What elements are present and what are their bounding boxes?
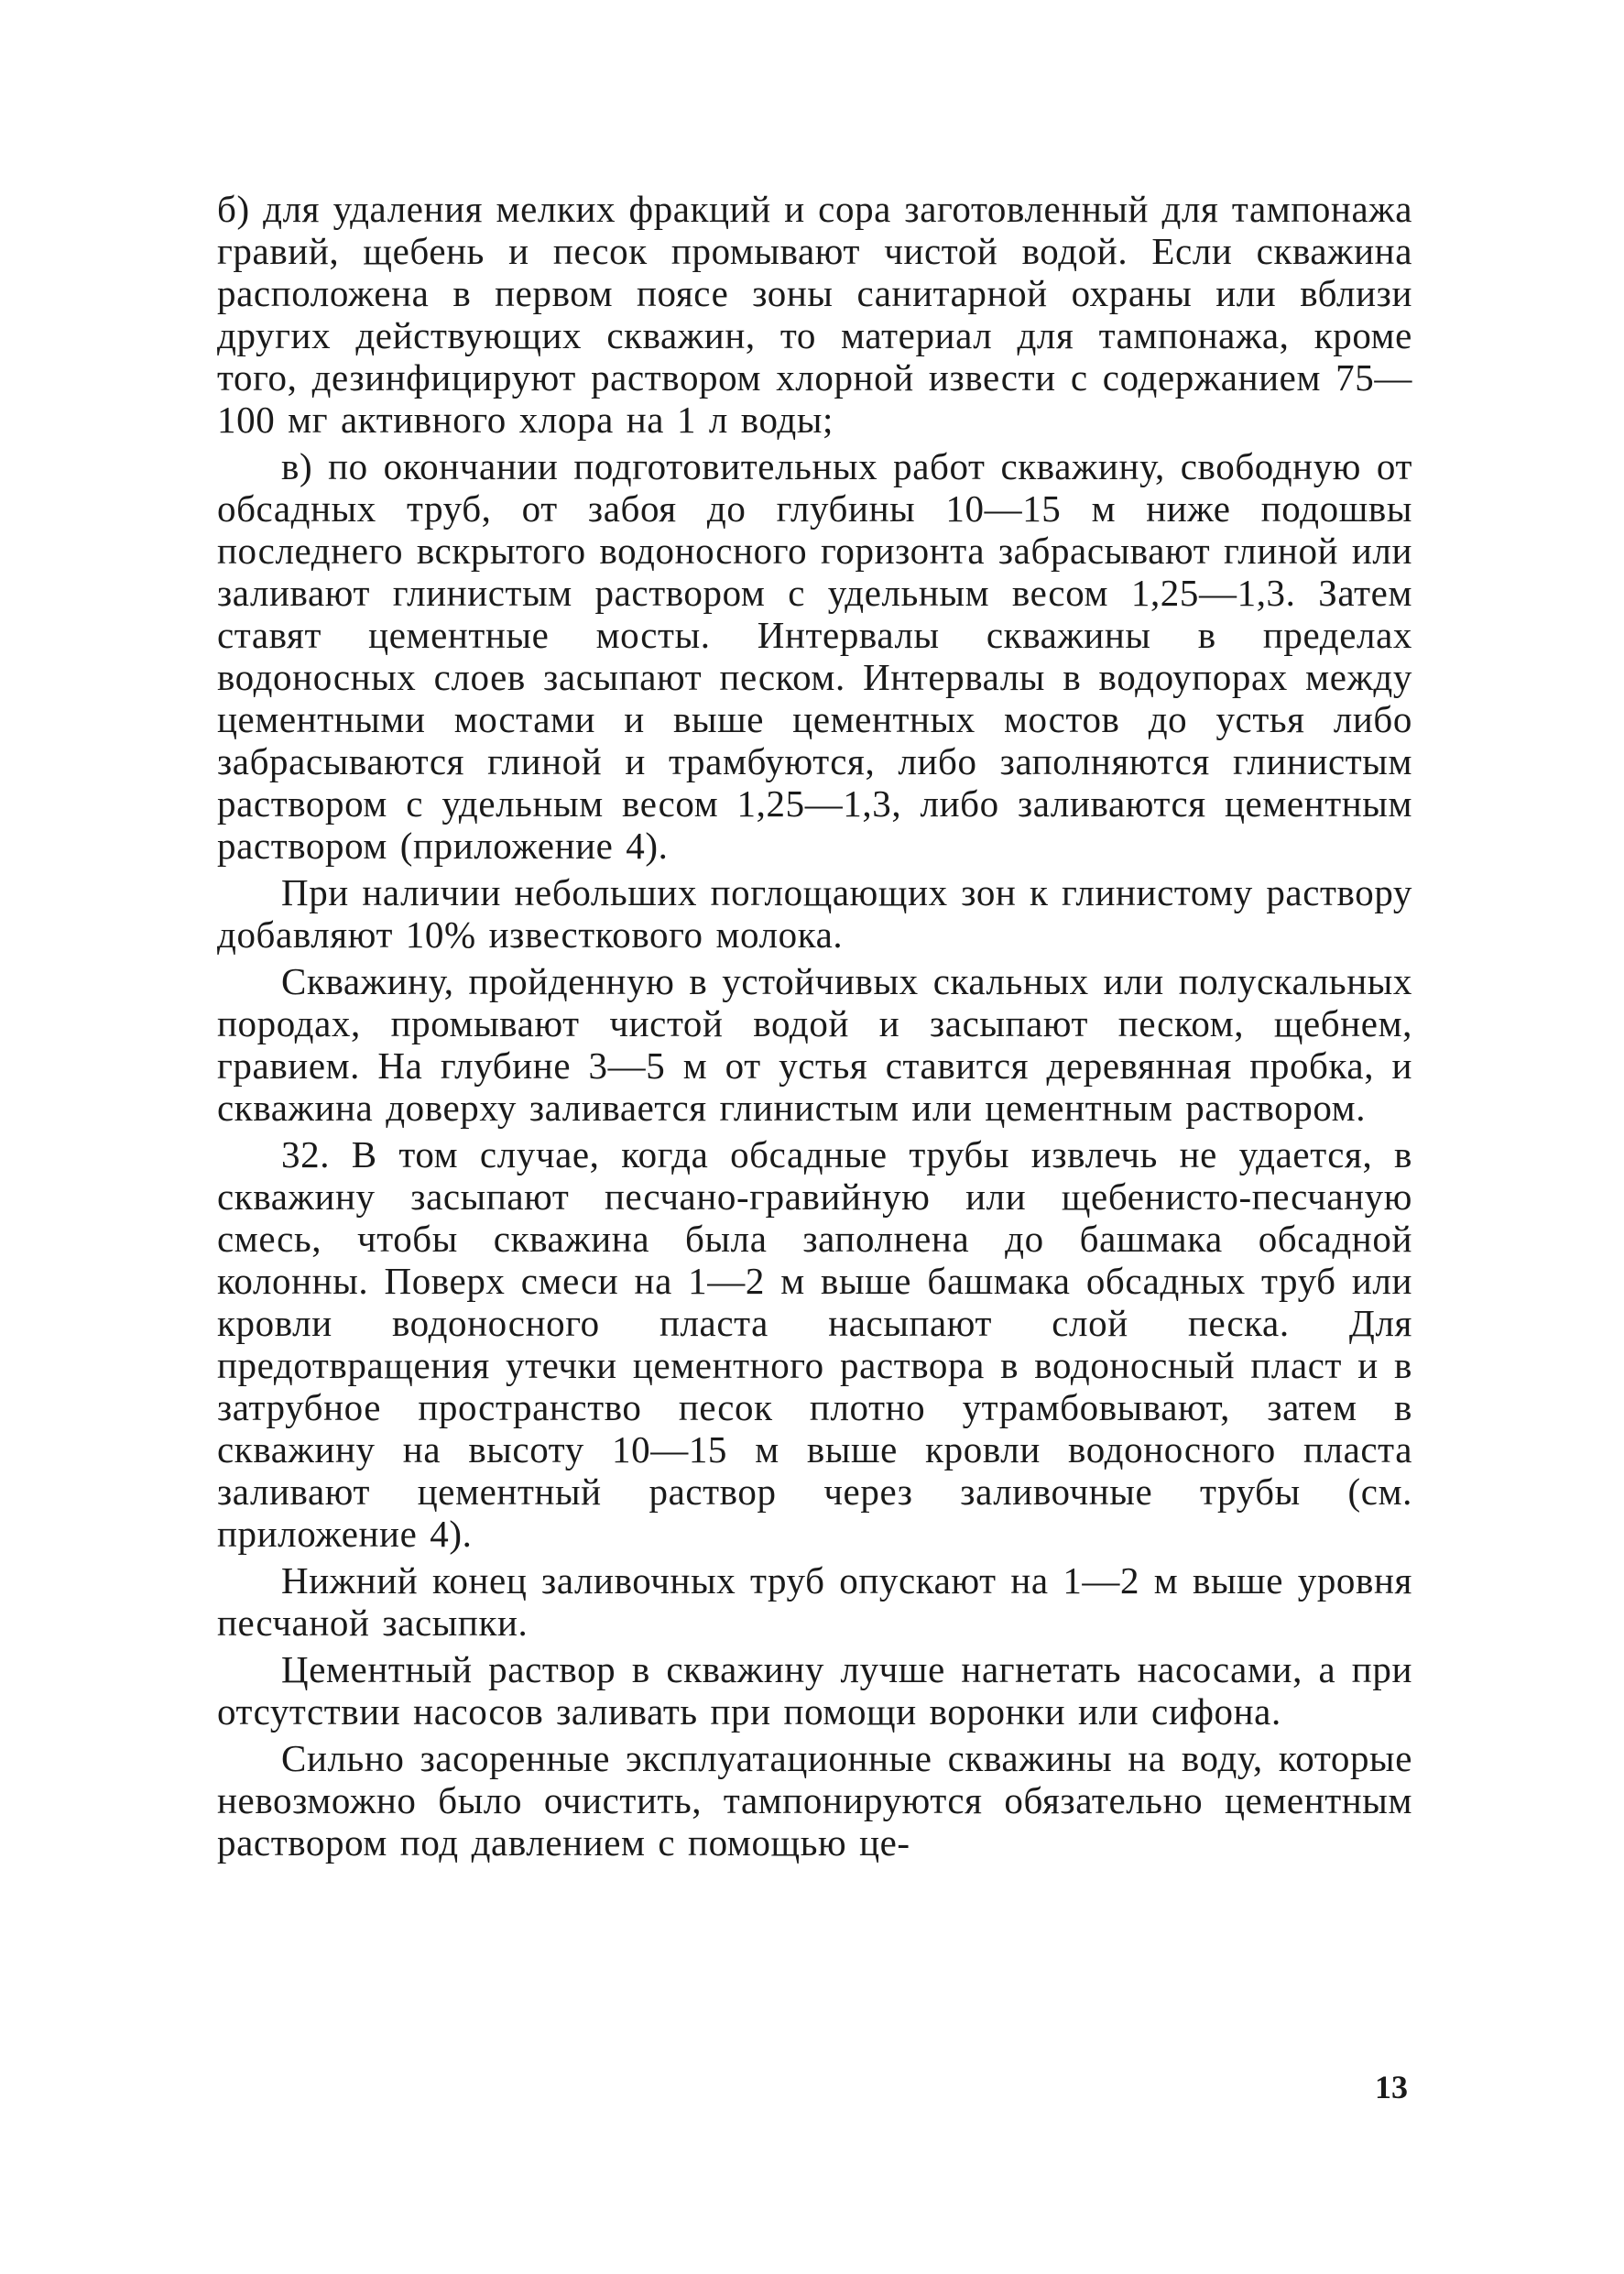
paragraph-cement-pumping: Цементный раствор в скважину лучше нагнетать насосами, а при отсутствии насосов заливать при помощи воронки или сифона.	[217, 1648, 1412, 1733]
page-number: 13	[1375, 2069, 1408, 2105]
paragraph-absorbing-zones: При наличии небольших поглощающих зон к глинистому раствору добавляют 10% известкового молока.	[217, 871, 1412, 956]
paragraph-pipe-end: Нижний конец заливочных труб опускают на 1—2 м выше уровня песчаной засыпки.	[217, 1559, 1412, 1644]
paragraph-v: в) по окончании подготовительных работ скважину, свободную от обсадных труб, от забоя до глубины 10—15 м ниже подошвы последнего вскрытого водоносного горизонта забрасывают глиной или заливают глинистым раствором с удельным весом 1,25—1,3. Затем ставят цементные мосты. Интервалы скважины в пределах водоносных слоев засыпают песком. Интервалы в водоупорах между цементными мостами и выше цементных мостов до устья либо забрасываются глиной и трамбуются, либо заполняются глинистым раствором с удельным весом 1,25—1,3, либо заливаются цементным раствором (приложение 4).	[217, 445, 1412, 867]
paragraph-section-32: 32. В том случае, когда обсадные трубы извлечь не удается, в скважину засыпают песчано-гравийную или щебенисто-песчаную смесь, чтобы скважина была заполнена до башмака обсадной колонны. Поверх смеси на 1—2 м выше башмака обсадных труб или кровли водоносного пласта насыпают слой песка. Для предотвращения утечки цементного раствора в водоносный пласт и в затрубное пространство песок плотно утрамбовывают, затем в скважину на высоту 10—15 м выше кровли водоносного пласта заливают цементный раствор через заливочные трубы (см. приложение 4).	[217, 1133, 1412, 1555]
paragraph-b: б) для удаления мелких фракций и сора заготовленный для тампонажа гравий, щебень и песок промывают чистой водой. Если скважина расположена в первом поясе зоны санитарной охраны или вблизи других действующих скважин, то материал для тампонажа, кроме того, дезинфицируют раствором хлорной извести с содержанием 75—100 мг активного хлора на 1 л воды;	[217, 188, 1412, 441]
page-body-text	[217, 188, 1412, 1868]
paragraph-clogged-wells: Сильно засоренные эксплуатационные скважины на воду, которые невозможно было очистить, тампонируются обязательно цементным раствором под давлением с помощью це-	[217, 1737, 1412, 1864]
paragraph-rock-wells: Скважину, пройденную в устойчивых скальных или полускальных породах, промывают чистой водой и засыпают песком, щебнем, гравием. На глубине 3—5 м от устья ставится деревянная пробка, и скважина доверху заливается глинистым или цементным раствором.	[217, 960, 1412, 1129]
